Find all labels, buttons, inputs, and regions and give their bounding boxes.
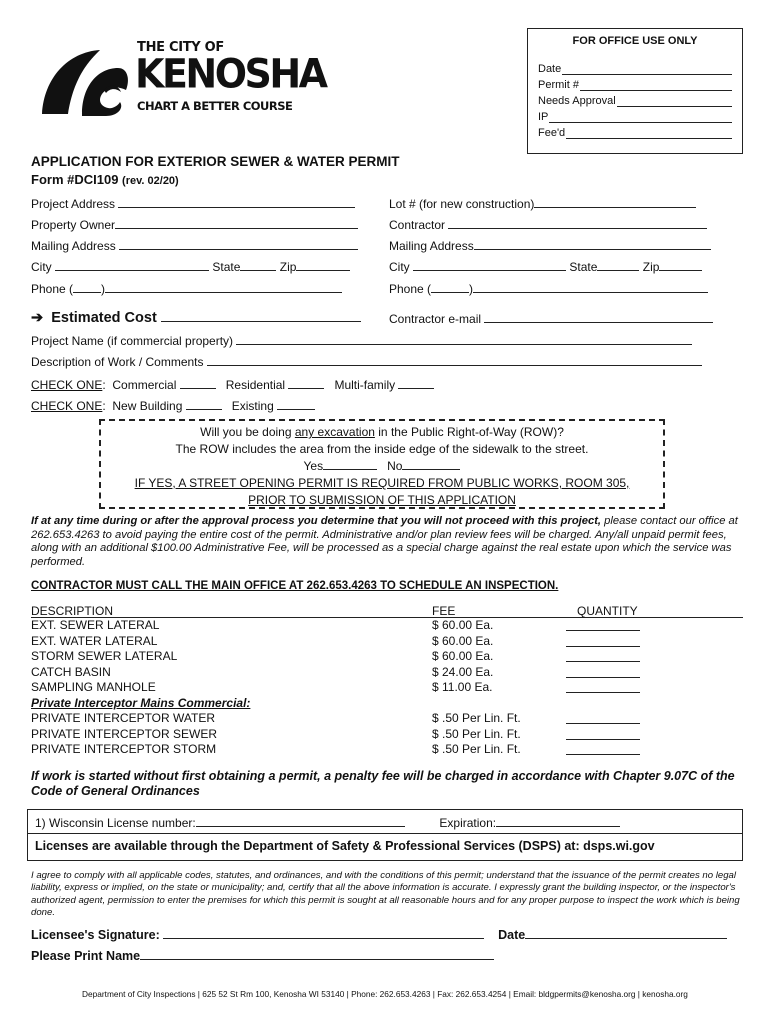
contractor-city-field[interactable] xyxy=(413,260,566,271)
owner-state-field[interactable] xyxy=(240,260,276,271)
check-one-building-row: CHECK ONE: New Building Existing xyxy=(31,399,315,413)
office-feed-row: Fee'd xyxy=(538,123,732,139)
existing-checkbox[interactable] xyxy=(277,399,315,410)
owner-mailing-field[interactable] xyxy=(119,239,358,250)
office-date-field[interactable] xyxy=(562,64,732,75)
property-owner-row: Property Owner xyxy=(31,218,358,232)
contractor-phone-row: Phone ( ) xyxy=(389,282,708,296)
logo-line1: THE CITY OF xyxy=(137,40,224,55)
office-feed-field[interactable] xyxy=(566,128,732,139)
owner-mailing-row: Mailing Address xyxy=(31,239,358,253)
row-question: Will you be doing any excavation in the Public Right-of-Way (ROW)? xyxy=(200,425,564,439)
quantity-field[interactable] xyxy=(566,665,640,678)
office-ip-row: IP xyxy=(538,107,732,123)
owner-city-row: City State Zip xyxy=(31,260,350,274)
office-permit-row: Permit # xyxy=(538,75,732,91)
contractor-state-field[interactable] xyxy=(597,260,639,271)
office-date-row: Date xyxy=(538,59,732,75)
print-name-row: Please Print Name xyxy=(31,948,494,963)
license-number-field[interactable] xyxy=(196,816,405,827)
contractor-email-field[interactable] xyxy=(484,312,713,323)
contractor-zip-field[interactable] xyxy=(659,260,702,271)
contractor-mailing-row: Mailing Address xyxy=(389,239,711,253)
row-no-checkbox[interactable] xyxy=(402,459,460,470)
contractor-city-row: City State Zip xyxy=(389,260,702,274)
license-expiration-field[interactable] xyxy=(496,816,620,827)
arrow-right-icon: ➔ xyxy=(31,310,44,326)
office-use-box xyxy=(527,28,743,154)
row-yes-no: Yes No xyxy=(101,458,663,475)
form-revision: (rev. 02/20) xyxy=(122,175,179,187)
row-definition: The ROW includes the area from the inside edge of the sidewalk to the street. xyxy=(175,442,589,456)
signature-field[interactable] xyxy=(163,927,484,939)
fee-table xyxy=(31,604,743,758)
owner-phone-row: Phone ( ) xyxy=(31,282,342,296)
residential-checkbox[interactable] xyxy=(288,378,324,389)
table-row: STORM SEWER LATERAL $ 60.00 Ea. xyxy=(31,649,743,665)
new-building-checkbox[interactable] xyxy=(186,399,222,410)
logo-line2: KENOSHA xyxy=(135,50,326,98)
office-use-title: FOR OFFICE USE ONLY xyxy=(572,35,698,47)
quantity-field[interactable] xyxy=(566,618,640,631)
page-footer: Department of City Inspections | 625 52 St Rm 100, Kenosha WI 53140 | Phone: 262.653.4263 | Fax: 262.653.4254 | Email: bldgpermits@kenosha.org | kenosha.org xyxy=(82,989,688,999)
right-of-way-box xyxy=(99,419,665,509)
project-name-field[interactable] xyxy=(236,334,692,345)
row-requirement-line1: IF YES, A STREET OPENING PERMIT IS REQUIRED FROM PUBLIC WORKS, ROOM 305, xyxy=(134,476,630,490)
fee-table-header: DESCRIPTION FEE QUANTITY xyxy=(31,604,743,618)
table-row: EXT. SEWER LATERAL $ 60.00 Ea. xyxy=(31,618,743,634)
owner-phone-area-field[interactable] xyxy=(73,282,101,293)
estimated-cost-field[interactable] xyxy=(161,309,361,322)
signature-date-field[interactable] xyxy=(525,927,727,939)
print-name-field[interactable] xyxy=(140,948,494,960)
contractor-field[interactable] xyxy=(448,218,707,229)
description-row: Description of Work / Comments xyxy=(31,355,702,369)
contractor-phone-field[interactable] xyxy=(473,282,708,293)
logo-tagline: CHART A BETTER COURSE xyxy=(137,99,293,113)
table-row: EXT. WATER LATERAL $ 60.00 Ea. xyxy=(31,634,743,650)
commercial-checkbox[interactable] xyxy=(180,378,216,389)
check-one-type-row: CHECK ONE: Commercial Residential Multi-family xyxy=(31,378,434,392)
project-name-row: Project Name (if commercial property) xyxy=(31,334,692,348)
owner-city-field[interactable] xyxy=(55,260,209,271)
table-row: PRIVATE INTERCEPTOR SEWER $ .50 Per Lin. Ft. xyxy=(31,727,743,743)
multi-family-checkbox[interactable] xyxy=(398,378,434,389)
lot-field[interactable] xyxy=(534,197,696,208)
table-row: SAMPLING MANHOLE $ 11.00 Ea. xyxy=(31,680,743,696)
form-number: Form #DCI109 (rev. 02/20) xyxy=(31,172,179,187)
contractor-mailing-field[interactable] xyxy=(474,239,711,250)
license-box xyxy=(27,809,743,861)
agreement-text: I agree to comply with all applicable codes, statutes, and ordinances, and with the conditions of this permit; understand that the issuance of the permit creates no legal liability, express or implied, on the state or municipality; and, certify that all the above information is accurate. I expressly grant the building inspector, or the inspector's authorized agent, permission to enter the premises for which this permit is sought at all reasonable hours and for any proper purpose to inspect the work which is being done. xyxy=(31,870,740,918)
contractor-email-row: Contractor e-mail xyxy=(389,312,713,326)
license-divider xyxy=(28,833,742,834)
row-yes-checkbox[interactable] xyxy=(323,459,377,470)
table-row: PRIVATE INTERCEPTOR STORM $ .50 Per Lin. Ft. xyxy=(31,742,743,758)
contractor-phone-area-field[interactable] xyxy=(431,282,469,293)
penalty-notice: If work is started without first obtaining a permit, a penalty fee will be charged in accordance with Chapter 9.07C of the Code of General Ordinances xyxy=(31,769,735,798)
project-address-row: Project Address xyxy=(31,197,355,211)
owner-zip-field[interactable] xyxy=(296,260,350,271)
license-availability: Licenses are available through the Department of Safety & Professional Services (DSPS) at: dsps.wi.gov xyxy=(35,839,655,853)
quantity-field[interactable] xyxy=(566,649,640,662)
quantity-field[interactable] xyxy=(566,742,640,755)
project-address-field[interactable] xyxy=(118,197,355,208)
lot-row: Lot # (for new construction) xyxy=(389,197,696,211)
table-row: CATCH BASIN $ 24.00 Ea. xyxy=(31,665,743,681)
quantity-field[interactable] xyxy=(566,711,640,724)
row-requirement-line2: PRIOR TO SUBMISSION OF THIS APPLICATION xyxy=(248,493,516,507)
office-permit-field[interactable] xyxy=(580,80,732,91)
quantity-field[interactable] xyxy=(566,727,640,740)
office-approval-row: Needs Approval xyxy=(538,91,732,107)
office-ip-field[interactable] xyxy=(549,112,732,123)
quantity-field[interactable] xyxy=(566,680,640,693)
estimated-cost-row: ➔ Estimated Cost xyxy=(31,309,361,326)
license-number-row: 1) Wisconsin License number: Expiration: xyxy=(35,816,620,830)
fee-subheader: Private Interceptor Mains Commercial: xyxy=(31,695,251,710)
office-approval-field[interactable] xyxy=(617,96,732,107)
kenosha-logo-mark xyxy=(38,46,130,116)
signature-row: Licensee's Signature: Date xyxy=(31,927,727,942)
owner-phone-field[interactable] xyxy=(105,282,342,293)
page-title: APPLICATION FOR EXTERIOR SEWER & WATER PERMIT xyxy=(31,154,400,169)
table-row: PRIVATE INTERCEPTOR WATER $ .50 Per Lin. Ft. xyxy=(31,711,743,727)
property-owner-field[interactable] xyxy=(115,218,358,229)
description-field[interactable] xyxy=(207,355,702,366)
contractor-row: Contractor xyxy=(389,218,707,232)
inspection-notice: CONTRACTOR MUST CALL THE MAIN OFFICE AT 262.653.4263 TO SCHEDULE AN INSPECTION. xyxy=(31,580,559,592)
cancellation-notice: If at any time during or after the approval process you determine that you will not proceed with this project, please contact our office at 262.653.4263 to avoid paying the entire cost of the permit. Administrative and/or plan review fees will be charged. Any/all unpaid permit fees, along with an additional $100.00 Administrative Fee, will be processed as a special charge against the real estate upon which the service was performed. xyxy=(31,515,738,568)
quantity-field[interactable] xyxy=(566,634,640,647)
